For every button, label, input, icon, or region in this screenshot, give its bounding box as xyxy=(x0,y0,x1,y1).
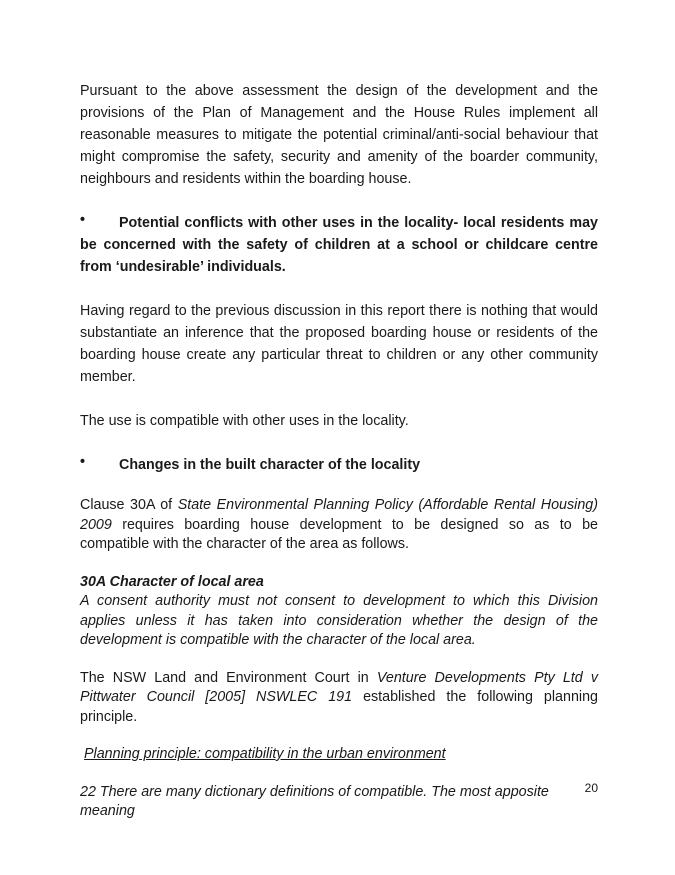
assessment-paragraph: Pursuant to the above assessment the design of the development and the provisions of the Plan of Management and the House Rules implement all reasonable measures to mitigate the potential criminal/anti-social behaviour that might compromise the safety, security and amenity of the boarder community, neighbours and residents within the boarding house. xyxy=(80,83,598,187)
bullet-built-character xyxy=(80,454,598,476)
bullet-conflicts-label: Potential conflicts with other uses in the locality- local residents may be concerned with the safety of children at a school or childcare centre from ‘undesirable’ individuals. xyxy=(80,215,598,275)
court-paragraph: The NSW Land and Environment Court in Venture Developments Pty Ltd v Pittwater Council [2005] NSWLEC 191 established the following planning principle. xyxy=(80,669,599,725)
bullet-conflicts-text xyxy=(80,212,598,278)
bullet-conflicts xyxy=(80,212,598,278)
clause-heading: 30A Character of local area xyxy=(80,573,264,590)
page-content xyxy=(80,80,598,822)
discussion-paragraph: Having regard to the previous discussion in this report there is nothing that would substantiate an inference that the proposed boarding house or residents of the boarding house create any particular threat to children or any other community member. xyxy=(80,303,598,385)
case-citation: Venture Developments Pty Ltd v Pittwater Council [2005] NSWLEC 191 xyxy=(80,669,599,705)
bullet-icon: • xyxy=(80,212,86,228)
definition-paragraph: 22 There are many dictionary definitions of compatible. The most apposite meaning xyxy=(80,783,549,819)
clause-30a-paragraph: Clause 30A of State Environmental Planning Policy (Affordable Rental Housing) 2009 requires boarding house development to be designed so as to be compatible with the character of the area as follows. xyxy=(80,497,598,552)
clause-text: A consent authority must not consent to development to which this Division applies unless it has taken into consideration whether the design of the development is compatible with the character of the local area. xyxy=(80,593,598,648)
bullet-built-character-label: Changes in the built character of the locality xyxy=(119,457,421,473)
sepp-title: State Environmental Planning Policy (Affordable Rental Housing) 2009 xyxy=(80,497,598,533)
planning-principle-heading: Planning principle: compatibility in the urban environment xyxy=(84,746,446,762)
bullet-built-character-text xyxy=(80,454,598,476)
page-number: 20 xyxy=(584,781,598,795)
bullet-icon: • xyxy=(80,454,86,470)
compatibility-statement: The use is compatible with other uses in the locality. xyxy=(80,413,409,429)
